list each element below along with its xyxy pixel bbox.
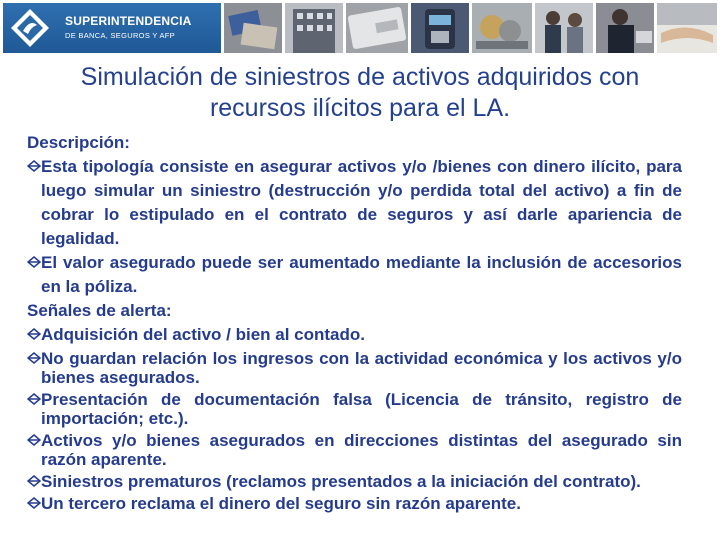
logo-text-main: SUPERINTENDENCIA bbox=[65, 14, 192, 28]
alert-item-text: Un tercero reclama el dinero del seguro sin razón aparente. bbox=[41, 494, 521, 513]
description-item bbox=[27, 155, 682, 251]
alert-item-text: Activos y/o bienes asegurados en direcciones distintas del asegurado sin razón aparente. bbox=[41, 431, 682, 469]
banner-photo-cards bbox=[224, 3, 282, 53]
diamond-bullet-icon bbox=[27, 328, 41, 340]
description-label: Descripción: bbox=[27, 133, 130, 152]
banner-photo-people bbox=[535, 3, 593, 53]
diamond-bullet-icon bbox=[27, 160, 41, 172]
diamond-bullet-icon bbox=[27, 497, 41, 509]
alert-item bbox=[27, 390, 682, 428]
diamond-bullet-icon bbox=[27, 393, 41, 405]
banner-photo-office bbox=[596, 3, 654, 53]
diamond-bullet-icon bbox=[27, 475, 41, 487]
alert-item bbox=[27, 472, 682, 491]
alert-item bbox=[27, 494, 682, 513]
banner-photo-handshake bbox=[657, 3, 717, 53]
alert-item-text: Adquisición del activo / bien al contado. bbox=[41, 325, 365, 344]
banner-photo-card-reader bbox=[411, 3, 469, 53]
sbs-logo bbox=[3, 3, 221, 53]
banner-photo-building bbox=[285, 3, 343, 53]
alerts-label: Señales de alerta: bbox=[27, 301, 172, 320]
diamond-bullet-icon bbox=[27, 352, 41, 364]
banner-photo-coins bbox=[472, 3, 532, 53]
alert-item bbox=[27, 323, 682, 347]
description-item-text: El valor asegurado puede ser aumentado mediante la inclusión de accesorios en la póliza. bbox=[41, 253, 682, 296]
alert-item-text: Presentación de documentación falsa (Licencia de tránsito, registro de importación; etc.). bbox=[41, 390, 682, 428]
banner-photo-keyboard bbox=[346, 3, 408, 53]
description-item bbox=[27, 251, 682, 299]
diamond-bullet-icon bbox=[27, 256, 41, 268]
page-title: Simulación de siniestros de activos adquiridos con recursos ilícitos para el LA. bbox=[80, 63, 640, 122]
diamond-bullet-icon bbox=[27, 434, 41, 446]
content-body bbox=[27, 131, 682, 516]
alert-item bbox=[27, 349, 682, 387]
header-banner bbox=[0, 0, 720, 56]
description-item-text: Esta tipología consiste en asegurar activos y/o /bienes con dinero ilícito, para luego simular un siniestro (destrucción y/o perdida total del activo) a fin de cobrar lo estipulado en el contrato de seguros y así darle apariencia de legalidad. bbox=[41, 157, 682, 248]
diamond-logo-icon bbox=[9, 7, 51, 49]
alert-item-text: Siniestros prematuros (reclamos presentados a la iniciación del contrato). bbox=[41, 472, 641, 491]
alert-item bbox=[27, 431, 682, 469]
alert-item-text: No guardan relación los ingresos con la actividad económica y los activos y/o bienes asegurados. bbox=[41, 349, 682, 387]
logo-text-sub: DE BANCA, SEGUROS Y AFP bbox=[65, 31, 175, 40]
